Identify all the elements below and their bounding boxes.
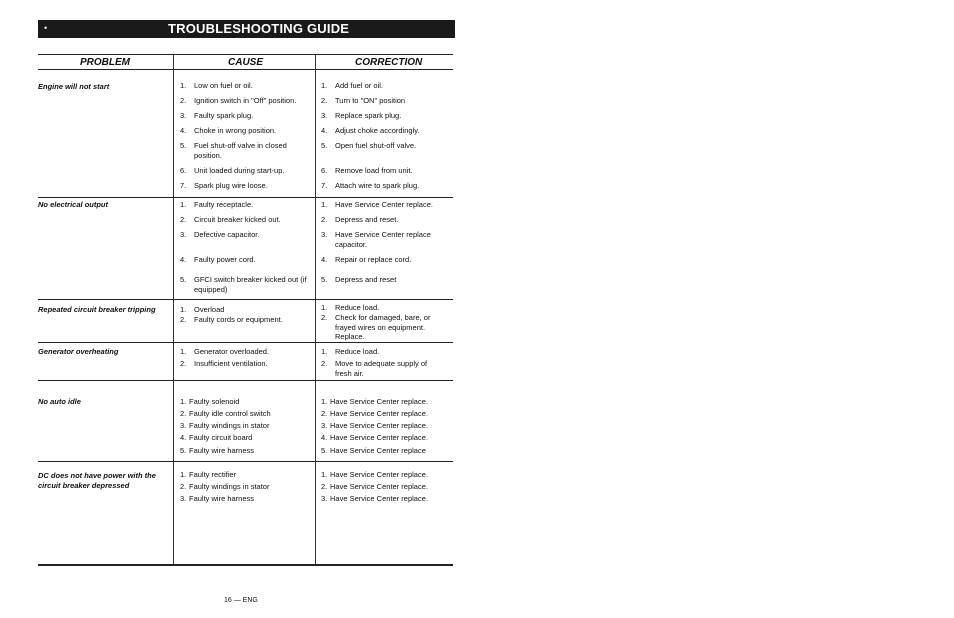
correction-text: Open fuel shut-off valve. <box>335 141 417 150</box>
header-correction: CORRECTION <box>355 57 423 68</box>
item-number: 2. <box>180 215 187 224</box>
cause-text: Faulty cords or equipment. <box>194 315 283 324</box>
cause-text: Faulty spark plug. <box>194 111 254 120</box>
correction-text: Have Service Center replace. <box>330 494 428 503</box>
item-number: 5. <box>321 275 328 284</box>
correction-text: Adjust choke accordingly. <box>335 126 420 135</box>
item-number: 1. <box>321 347 328 356</box>
problem-label: Generator overheating <box>38 347 119 356</box>
item-number: 5. <box>180 446 187 455</box>
correction-text: Have Service Center replace. <box>330 470 428 479</box>
item-number: 1. <box>180 347 187 356</box>
item-number: 1. <box>321 470 328 479</box>
problem-label: Engine will not start <box>38 82 110 91</box>
cause-text: Overload <box>194 305 225 314</box>
cause-text: Fuel shut-off valve in closed position. <box>194 141 287 160</box>
cause-text: Unit loaded during start-up. <box>194 166 285 175</box>
cause-text: Choke in wrong position. <box>194 126 277 135</box>
correction-text: Have Service Center replace. <box>330 397 428 406</box>
cause-text: Insufficient ventilation. <box>194 359 268 368</box>
item-number: 4. <box>321 255 328 264</box>
correction-text: Reduce load. <box>335 303 380 312</box>
correction-text: Move to adequate supply of fresh air. <box>335 359 428 378</box>
item-number: 7. <box>180 181 187 190</box>
header-top-rule <box>38 54 453 55</box>
item-number: 1. <box>321 303 328 312</box>
row-separator <box>38 461 453 462</box>
header-problem: PROBLEM <box>80 57 130 68</box>
correction-text: Turn to "ON" position <box>335 96 406 105</box>
row-separator <box>38 299 453 300</box>
item-number: 1. <box>180 81 187 90</box>
cause-text: Low on fuel or oil. <box>194 81 253 90</box>
item-number: 2. <box>180 315 187 324</box>
item-number: 1. <box>180 305 187 314</box>
correction-text: Replace spark plug. <box>335 111 402 120</box>
item-number: 4. <box>180 255 187 264</box>
item-number: 3. <box>321 494 328 503</box>
item-number: 3. <box>321 421 328 430</box>
cause-text: Faulty idle control switch <box>189 409 271 418</box>
item-number: 3. <box>180 494 187 503</box>
banner-bullet: • <box>44 23 48 33</box>
table-bottom-rule <box>38 564 453 566</box>
row-separator <box>38 380 453 381</box>
problem-label: DC does not have power with the circuit breaker depressed <box>38 471 156 490</box>
cause-text: Faulty circuit board <box>189 433 253 442</box>
item-number: 6. <box>321 166 328 175</box>
item-number: 1. <box>321 397 328 406</box>
correction-text: Depress and reset. <box>335 215 399 224</box>
column-divider-2 <box>315 55 316 565</box>
item-number: 7. <box>321 181 328 190</box>
header-cause: CAUSE <box>228 57 264 68</box>
item-number: 1. <box>321 200 328 209</box>
item-number: 3. <box>180 421 187 430</box>
correction-text: Have Service Center replace capacitor. <box>335 230 431 249</box>
item-number: 2. <box>180 482 187 491</box>
row-separator <box>38 342 453 343</box>
problem-label: No auto idle <box>38 397 81 406</box>
item-number: 5. <box>180 141 187 150</box>
item-number: 5. <box>321 141 328 150</box>
cause-text: Spark plug wire loose. <box>194 181 268 190</box>
correction-text: Have Service Center replace. <box>330 409 428 418</box>
correction-text: Depress and reset <box>335 275 397 284</box>
cause-text: Circuit breaker kicked out. <box>194 215 281 224</box>
cause-text: Faulty wire harness <box>189 446 255 455</box>
correction-text: Repair or replace cord. <box>335 255 412 264</box>
item-number: 4. <box>321 433 328 442</box>
problem-label: Repeated circuit breaker tripping <box>38 305 156 314</box>
item-number: 3. <box>180 230 187 239</box>
cause-text: GFCI switch breaker kicked out (if equipped) <box>194 275 307 294</box>
item-number: 4. <box>321 126 328 135</box>
item-number: 2. <box>321 96 328 105</box>
cause-text: Faulty receptacle. <box>194 200 254 209</box>
cause-text: Faulty rectifier <box>189 470 237 479</box>
header-bottom-rule <box>38 69 453 70</box>
item-number: 1. <box>180 470 187 479</box>
item-number: 2. <box>321 313 328 322</box>
item-number: 2. <box>180 409 187 418</box>
page-title: TROUBLESHOOTING GUIDE <box>168 21 350 36</box>
item-number: 2. <box>180 96 187 105</box>
item-number: 1. <box>180 200 187 209</box>
page-footer: 16 — ENG <box>224 597 258 604</box>
cause-text: Faulty solenoid <box>189 397 240 406</box>
item-number: 3. <box>321 230 328 239</box>
column-divider-1 <box>173 55 174 565</box>
cause-text: Faulty power cord. <box>194 255 256 264</box>
correction-text: Have Service Center replace. <box>335 200 433 209</box>
item-number: 3. <box>180 111 187 120</box>
item-number: 2. <box>321 482 328 491</box>
item-number: 2. <box>180 359 187 368</box>
row-separator <box>38 197 453 198</box>
item-number: 5. <box>321 446 328 455</box>
item-number: 5. <box>180 275 187 284</box>
item-number: 3. <box>321 111 328 120</box>
item-number: 4. <box>180 126 187 135</box>
item-number: 2. <box>321 409 328 418</box>
cause-text: Generator overloaded. <box>194 347 270 356</box>
correction-text: Have Service Center replace. <box>330 482 428 491</box>
item-number: 4. <box>180 433 187 442</box>
item-number: 1. <box>321 81 328 90</box>
problem-label: No electrical output <box>38 200 109 209</box>
title-banner <box>38 20 455 38</box>
correction-text: Have Service Center replace. <box>330 433 428 442</box>
cause-text: Defective capacitor. <box>194 230 260 239</box>
item-number: 6. <box>180 166 187 175</box>
item-number: 1. <box>180 397 187 406</box>
correction-text: Attach wire to spark plug. <box>335 181 420 190</box>
correction-text: Have Service Center replace. <box>330 421 428 430</box>
cause-text: Ignition switch in "Off" position. <box>194 96 297 105</box>
cause-text: Faulty windings in stator <box>189 421 270 430</box>
correction-text: Remove load from unit. <box>335 166 413 175</box>
cause-text: Faulty wire harness <box>189 494 255 503</box>
correction-text: Check for damaged, bare, or frayed wires on equipment. Replace. <box>335 313 431 341</box>
item-number: 2. <box>321 215 328 224</box>
correction-text: Have Service Center replace <box>330 446 426 455</box>
correction-text: Reduce load. <box>335 347 380 356</box>
correction-text: Add fuel or oil. <box>335 81 383 90</box>
item-number: 2. <box>321 359 328 368</box>
cause-text: Faulty windings in stator <box>189 482 270 491</box>
